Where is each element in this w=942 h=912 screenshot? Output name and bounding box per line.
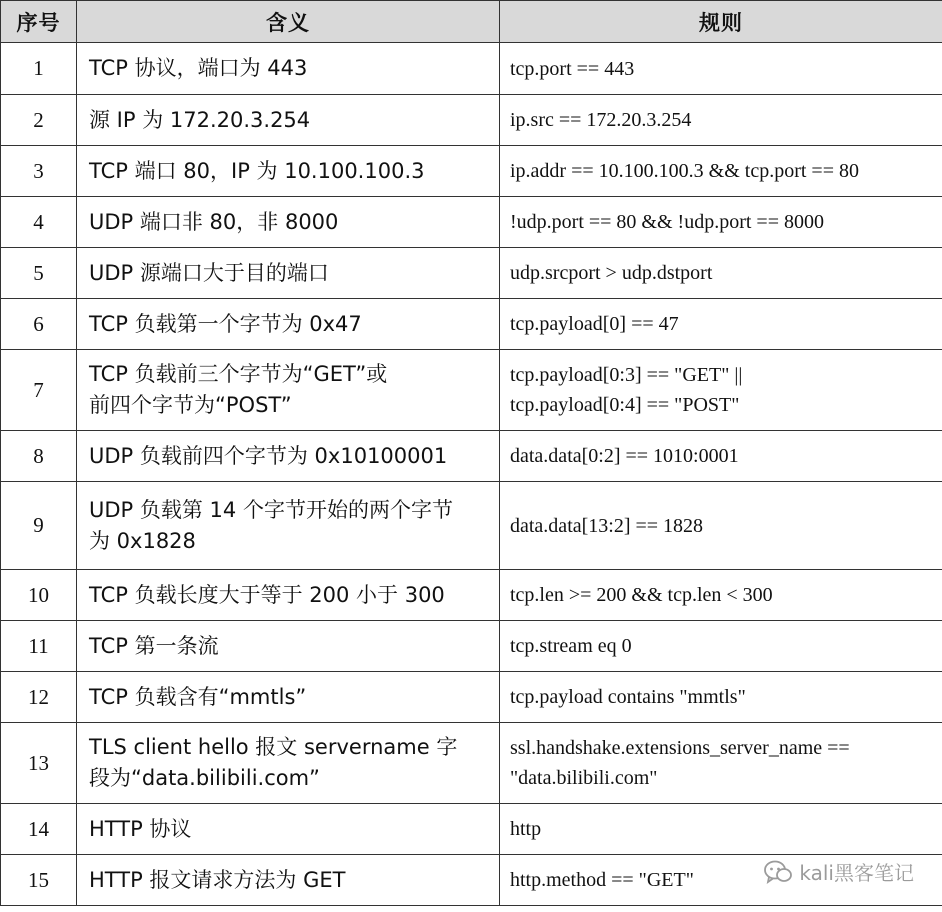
row-rule xyxy=(500,804,942,855)
row-meaning xyxy=(77,95,500,146)
rule-line: tcp.payload[0] == 47 xyxy=(510,313,679,335)
row-index: 15 xyxy=(1,855,77,906)
table-row xyxy=(1,621,942,672)
watermark-text: kali黑客笔记 xyxy=(799,861,914,885)
rule-line: tcp.payload contains "mmtls" xyxy=(510,686,746,708)
row-meaning xyxy=(77,804,500,855)
row-index: 12 xyxy=(1,672,77,723)
rule-line: tcp.payload[0:4] == "POST" xyxy=(510,394,740,416)
rule-line: tcp.len >= 200 && tcp.len < 300 xyxy=(510,584,773,606)
wechat-icon xyxy=(763,859,793,885)
meaning-line: UDP 负载第 14 个字节开始的两个字节 xyxy=(89,497,453,522)
meaning-line: TCP 负载含有“mmtls” xyxy=(89,684,307,709)
table-header xyxy=(1,1,942,43)
table-row xyxy=(1,248,942,299)
table-row xyxy=(1,804,942,855)
table-row xyxy=(1,43,942,95)
meaning-line: TCP 负载长度大于等于 200 小于 300 xyxy=(89,582,445,607)
row-rule xyxy=(500,146,942,197)
meaning-line: UDP 源端口大于目的端口 xyxy=(89,260,329,285)
row-index: 13 xyxy=(1,723,77,804)
table-row xyxy=(1,570,942,621)
header-index: 序号 xyxy=(1,1,77,43)
rule-line: tcp.payload[0:3] == "GET" || xyxy=(510,364,743,386)
table-row xyxy=(1,431,942,482)
meaning-line: 前四个字节为“POST” xyxy=(89,393,292,417)
rule-line: ip.src == 172.20.3.254 xyxy=(510,109,692,131)
row-index: 9 xyxy=(1,482,77,570)
table-row xyxy=(1,350,942,431)
rule-line: tcp.stream eq 0 xyxy=(510,635,632,657)
row-rule xyxy=(500,570,942,621)
rule-line: data.data[0:2] == 1010:0001 xyxy=(510,445,739,467)
rule-line: udp.srcport > udp.dstport xyxy=(510,262,713,284)
row-rule xyxy=(500,672,942,723)
row-rule xyxy=(500,723,942,804)
row-meaning xyxy=(77,672,500,723)
meaning-line: TLS client hello 报文 servername 字 xyxy=(89,735,458,759)
rule-line: http xyxy=(510,818,542,840)
meaning-line: 段为“data.bilibili.com” xyxy=(89,766,320,790)
row-meaning xyxy=(77,482,500,570)
row-meaning xyxy=(77,723,500,804)
row-rule xyxy=(500,350,942,431)
row-rule xyxy=(500,482,942,570)
meaning-line: HTTP 协议 xyxy=(89,816,192,841)
row-meaning xyxy=(77,350,500,431)
meaning-line: UDP 负载前四个字节为 0x10100001 xyxy=(89,443,448,468)
row-index: 10 xyxy=(1,570,77,621)
meaning-line: TCP 负载前三个字节为“GET”或 xyxy=(89,362,388,386)
table-row xyxy=(1,482,942,570)
row-index: 3 xyxy=(1,146,77,197)
meaning-line: TCP 端口 80，IP 为 10.100.100.3 xyxy=(89,158,425,183)
rule-line: "data.bilibili.com" xyxy=(510,767,658,789)
watermark xyxy=(763,857,914,886)
row-rule xyxy=(500,43,942,95)
table-body xyxy=(1,43,942,906)
meaning-line: UDP 端口非 80，非 8000 xyxy=(89,209,339,234)
row-index: 6 xyxy=(1,299,77,350)
table-row xyxy=(1,299,942,350)
row-index: 7 xyxy=(1,350,77,431)
row-meaning xyxy=(77,431,500,482)
row-rule xyxy=(500,299,942,350)
table-row xyxy=(1,197,942,248)
meaning-line: 源 IP 为 172.20.3.254 xyxy=(89,107,311,132)
table-row xyxy=(1,672,942,723)
meaning-line: HTTP 报文请求方法为 GET xyxy=(89,867,346,892)
row-index: 2 xyxy=(1,95,77,146)
row-index: 8 xyxy=(1,431,77,482)
meaning-line: TCP 负载第一个字节为 0x47 xyxy=(89,311,362,336)
rule-line: ssl.handshake.extensions_server_name == xyxy=(510,737,850,759)
row-meaning xyxy=(77,299,500,350)
row-meaning xyxy=(77,43,500,95)
row-rule xyxy=(500,431,942,482)
rule-line: data.data[13:2] == 1828 xyxy=(510,514,704,537)
row-meaning xyxy=(77,570,500,621)
row-rule xyxy=(500,248,942,299)
meaning-line: 为 0x1828 xyxy=(89,528,196,553)
row-rule xyxy=(500,95,942,146)
meaning-line: TCP 第一条流 xyxy=(89,633,219,658)
rule-line: http.method == "GET" xyxy=(510,869,694,891)
meaning-line: TCP 协议，端口为 443 xyxy=(89,56,308,80)
row-meaning xyxy=(77,855,500,906)
header-rule: 规则 xyxy=(500,1,942,43)
header-row xyxy=(1,1,942,43)
row-rule xyxy=(500,197,942,248)
row-meaning xyxy=(77,197,500,248)
header-meaning: 含义 xyxy=(77,1,500,43)
row-index: 4 xyxy=(1,197,77,248)
rule-line: tcp.port == 443 xyxy=(510,57,635,80)
row-meaning xyxy=(77,621,500,672)
rule-line: !udp.port == 80 && !udp.port == 8000 xyxy=(510,211,824,233)
row-meaning xyxy=(77,146,500,197)
row-index: 1 xyxy=(1,43,77,95)
table-row xyxy=(1,95,942,146)
row-meaning xyxy=(77,248,500,299)
row-index: 5 xyxy=(1,248,77,299)
row-rule xyxy=(500,621,942,672)
row-index: 14 xyxy=(1,804,77,855)
row-index: 11 xyxy=(1,621,77,672)
table-row xyxy=(1,146,942,197)
table-row xyxy=(1,723,942,804)
rule-line: ip.addr == 10.100.100.3 && tcp.port == 80 xyxy=(510,160,859,182)
